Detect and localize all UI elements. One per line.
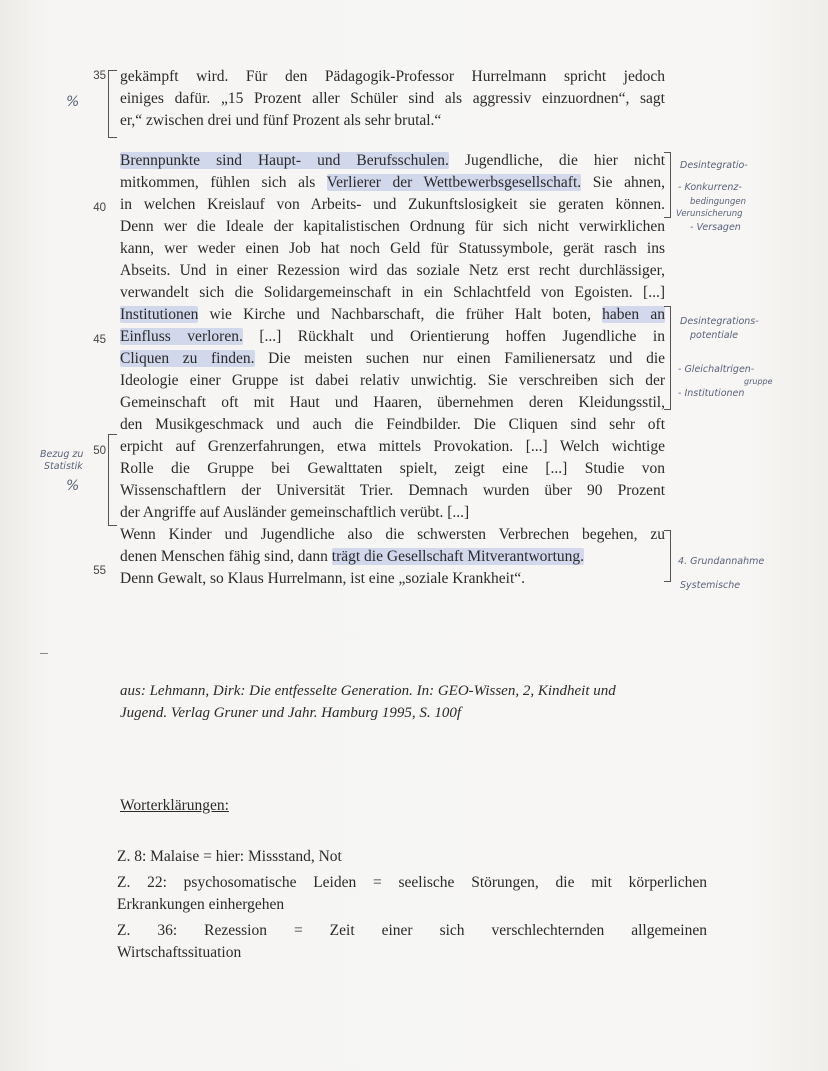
text-line: Ideologie einer Gruppe ist dabei relativ unwichtig. Sie verschreiben sich der [120,372,665,389]
text-line: gekämpft wird. Für den Pädagogik-Professor Hurrelmann spricht jedoch [120,68,665,85]
text-line: Denn Gewalt, so Klaus Hurrelmann, ist eine „soziale Krankheit“. [120,570,526,587]
margin-note-right: - Versagen [690,222,741,233]
line-number-55: 55 [93,565,106,577]
margin-note-right: Verunsicherung [676,209,743,219]
text-line-highlighted: mitkommen, fühlen sich als Verlierer der Wettbewerbsgesellschaft. Sie ahnen, [120,174,665,191]
text-line: der Angriffe auf Ausländer gemeinschaftlich verübt. [...] [120,504,470,521]
text-line: Wissenschaftlern der Universität Trier. Demnach wurden über 90 Prozent [120,482,665,499]
pen-mark [40,653,48,654]
line-number-45: 45 [93,334,106,346]
right-bracket-3 [664,530,671,582]
text-line: Rolle die Gruppe bei Gewalttaten spielt, zeigt eine [...] Studie von [120,460,665,477]
line-number-40: 40 [93,202,106,214]
highlight: trägt die Gesellschaft Mitverantwortung. [331,548,585,565]
text-line: er,“ zwischen drei und fünf Prozent als sehr brutal.“ [120,112,442,129]
right-bracket-1 [664,152,671,218]
text-line: den Musikgeschmack und auch die Feindbilder. Die Cliquen sind sehr oft [120,416,665,433]
glossary-line: Z. 8: Malaise = hier: Missstand, Not [117,848,342,865]
text-line: verwandelt sich die Solidargemeinschaft in ein Schlachtfeld von Egoisten. [...] [120,284,665,301]
text-line-highlighted: Brennpunkte sind Haupt- und Berufsschulen. Jugendliche, die hier nicht [120,152,665,169]
text-line: Gemeinschaft oft mit Haut und Haaren, übernehmen deren Kleidungsstil, [120,394,665,411]
right-bracket-2 [664,306,671,410]
text-line-highlighted: Institutionen wie Kirche und Nachbarschaft, die früher Halt boten, haben an [120,306,665,323]
margin-note-percent: % [66,94,80,110]
glossary-line: Wirtschaftssituation [117,944,242,961]
glossary-heading: Worterklärungen: [120,797,229,814]
highlight: Institutionen [120,306,199,323]
glossary-line: Erkrankungen einhergehen [117,896,285,913]
source-line: aus: Lehmann, Dirk: Die entfesselte Generation. In: GEO-Wissen, 2, Kindheit und [120,683,616,699]
line-number-35: 35 [93,70,106,82]
margin-note-right: Desintegratio- [680,160,748,171]
margin-note-percent: % [66,478,80,494]
highlight: Verlierer der Wettbewerbsgesellschaft. [326,174,582,191]
glossary-line: Z. 22: psychosomatische Leiden = seelische Störungen, die mit körperlichen [117,874,707,891]
text-line-highlighted: Cliquen zu finden. Die meisten suchen nur einen Familienersatz und die [120,350,666,367]
highlight: Cliquen zu finden. [120,350,255,367]
margin-note-right: bedingungen [690,197,746,207]
highlight: haben an [602,306,665,323]
text-line: Denn wer die Ideale der kapitalistischen Ordnung für sich nicht verwirklichen [120,218,665,235]
margin-note-right: - Konkurrenz- [678,182,742,193]
text-line: Abseits. Und in einer Rezession wird das soziale Netz erst recht durchlässiger, [120,262,665,279]
text-line-highlighted: denen Menschen fähig sind, dann trägt die Gesellschaft Mitverantwortung. [120,548,585,565]
margin-note-right: potentiale [690,330,739,341]
text-line: erpicht auf Grenzerfahrungen, etwa mittels Provokation. [...] Welch wichtige [120,438,665,455]
source-line: Jugend. Verlag Gruner und Jahr. Hamburg 1995, S. 100f [120,705,462,721]
margin-note-bezug: Bezug zu [40,449,84,460]
line-number-50: 50 [93,445,106,457]
glossary-line: Z. 36: Rezession = Zeit einer sich verschlechternden allgemeinen [117,922,707,939]
margin-note-right: Desintegrations- [680,316,759,327]
highlight: Brennpunkte sind Haupt- und Berufsschulen. [120,152,449,169]
margin-note-right: Systemische [680,580,741,591]
margin-note-right: 4. Grundannahme [678,556,765,567]
margin-note-right: - Institutionen [678,388,745,399]
margin-note-bezug: Statistik [44,461,83,472]
text-line: in welchen Kreislauf von Arbeits- und Zukunftslosigkeit sie geraten können. [120,196,665,213]
text-line: einiges dafür. „15 Prozent aller Schüler sind als aggressiv einzuordnen“, sagt [120,90,665,107]
margin-note-right: gruppe [744,377,773,386]
margin-note-right: - Gleichaltrigen- [678,364,755,375]
text-line: Wenn Kinder und Jugendliche also die schwersten Verbrechen begehen, zu [120,526,665,543]
highlight: Einfluss verloren. [120,328,243,345]
text-line-highlighted: Einfluss verloren. [...] Rückhalt und Orientierung hoffen Jugendliche in [120,328,665,345]
left-bracket-2 [108,434,117,526]
left-bracket-1 [108,70,117,138]
text-line: kann, wer weder einen Job hat noch Geld für Statussymbole, gerät rasch ins [120,240,665,257]
